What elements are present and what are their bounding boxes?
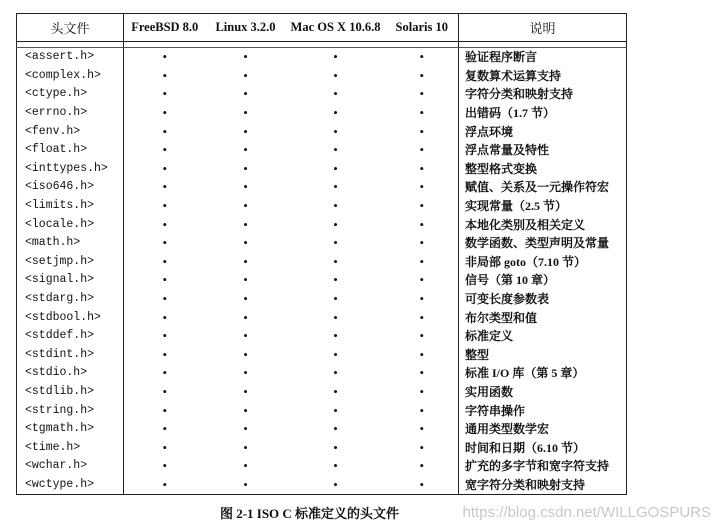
support-bullet-icon: • xyxy=(243,346,248,362)
support-bullet-icon: • xyxy=(162,142,168,158)
support-bullet-icon: • xyxy=(333,142,338,158)
header-description-text: 浮点常量及特性 xyxy=(459,141,627,160)
support-bullet-icon: • xyxy=(333,365,338,381)
header-description-text: 整型格式变换 xyxy=(459,160,627,179)
header-description-text: 标准定义 xyxy=(459,327,627,346)
header-file-name: <float.h> xyxy=(17,141,124,160)
table-row xyxy=(17,178,627,197)
table-row xyxy=(17,215,627,234)
support-bullet-icon: • xyxy=(162,49,168,65)
support-bullet-icon: • xyxy=(333,383,338,399)
support-bullet-icon: • xyxy=(419,383,425,399)
support-bullet-icon: • xyxy=(162,291,168,307)
support-bullet-icon: • xyxy=(419,346,425,362)
header-files-table xyxy=(16,13,627,495)
header-description-text: 验证程序断言 xyxy=(459,48,627,67)
support-bullet-icon: • xyxy=(419,309,425,325)
header-file-name: <stdarg.h> xyxy=(17,290,124,309)
support-bullet-icon: • xyxy=(333,421,338,437)
support-bullet-icon: • xyxy=(333,402,338,418)
support-bullet-icon: • xyxy=(243,365,248,381)
header-description-text: 实现常量（2.5 节） xyxy=(459,197,627,216)
table-row xyxy=(17,476,627,495)
support-bullet-icon: • xyxy=(243,49,248,65)
table-row xyxy=(17,401,627,420)
figure-caption-text: 图 2-1 ISO C 标准定义的头文件 xyxy=(219,506,400,521)
header-file-name: <string.h> xyxy=(17,401,124,420)
header-files-table-container xyxy=(16,13,626,495)
support-bullet-icon: • xyxy=(162,253,168,269)
header-file-name: <fenv.h> xyxy=(17,122,124,141)
table-row xyxy=(17,271,627,290)
header-description-text: 可变长度参数表 xyxy=(459,290,627,309)
header-file-name: <signal.h> xyxy=(17,271,124,290)
support-bullet-icon: • xyxy=(162,123,168,139)
support-bullet-icon: • xyxy=(419,179,425,195)
support-bullet-icon: • xyxy=(243,309,248,325)
support-bullet-icon: • xyxy=(333,346,338,362)
support-bullet-icon: • xyxy=(419,291,425,307)
table-row xyxy=(17,308,627,327)
header-description: 说明 xyxy=(459,14,627,42)
support-bullet-icon: • xyxy=(419,49,425,65)
header-description-text: 非局部 goto（7.10 节） xyxy=(459,253,627,272)
support-bullet-icon: • xyxy=(243,476,248,492)
header-description-text: 布尔类型和值 xyxy=(459,308,627,327)
header-description-text: 字符分类和映射支持 xyxy=(459,85,627,104)
support-bullet-icon: • xyxy=(243,421,248,437)
header-file-name: <iso646.h> xyxy=(17,178,124,197)
table-row xyxy=(17,234,627,253)
support-bullet-icon: • xyxy=(419,105,425,121)
support-bullet-icon: • xyxy=(419,421,425,437)
support-bullet-icon: • xyxy=(243,272,248,288)
support-bullet-icon: • xyxy=(243,142,248,158)
support-bullet-icon: • xyxy=(333,86,338,102)
header-description-text: 复数算术运算支持 xyxy=(459,67,627,86)
header-file-name: <assert.h> xyxy=(17,48,124,67)
support-bullet-icon: • xyxy=(243,235,248,251)
support-bullet-icon: • xyxy=(333,160,338,176)
header-freebsd: FreeBSD 8.0 xyxy=(124,14,206,42)
support-bullet-icon: • xyxy=(419,235,425,251)
table-row xyxy=(17,438,627,457)
support-bullet-icon: • xyxy=(162,67,168,83)
header-description-text: 通用类型数学宏 xyxy=(459,420,627,439)
header-description-text: 实用函数 xyxy=(459,383,627,402)
header-description-text: 浮点环境 xyxy=(459,122,627,141)
table-row xyxy=(17,327,627,346)
header-description-text: 宽字符分类和映射支持 xyxy=(459,476,627,495)
support-bullet-icon: • xyxy=(333,235,338,251)
support-bullet-icon: • xyxy=(333,328,338,344)
support-bullet-icon: • xyxy=(333,309,338,325)
watermark: https://blog.csdn.net/WILLGOSPURS xyxy=(462,504,711,521)
table-row xyxy=(17,48,627,67)
support-bullet-icon: • xyxy=(419,402,425,418)
header-file-name: <stdlib.h> xyxy=(17,383,124,402)
support-bullet-icon: • xyxy=(419,216,425,232)
support-bullet-icon: • xyxy=(419,160,425,176)
header-file-name: <math.h> xyxy=(17,234,124,253)
header-file-column: 头文件 xyxy=(17,14,124,42)
support-bullet-icon: • xyxy=(162,365,168,381)
support-bullet-icon: • xyxy=(333,67,338,83)
support-bullet-icon: • xyxy=(243,328,248,344)
header-file-name: <stdio.h> xyxy=(17,364,124,383)
table-row xyxy=(17,290,627,309)
support-bullet-icon: • xyxy=(162,216,168,232)
support-bullet-icon: • xyxy=(162,402,168,418)
header-description-text: 时间和日期（6.10 节） xyxy=(459,438,627,457)
table-row xyxy=(17,85,627,104)
support-bullet-icon: • xyxy=(333,216,338,232)
support-bullet-icon: • xyxy=(162,439,168,455)
support-bullet-icon: • xyxy=(333,476,338,492)
header-description-text: 扩充的多字节和宽字符支持 xyxy=(459,457,627,476)
support-bullet-icon: • xyxy=(419,198,425,214)
support-bullet-icon: • xyxy=(333,179,338,195)
header-file-name: <stdbool.h> xyxy=(17,308,124,327)
support-bullet-icon: • xyxy=(162,346,168,362)
table-row xyxy=(17,383,627,402)
support-bullet-icon: • xyxy=(333,458,338,474)
header-macos: Mac OS X 10.6.8 xyxy=(286,14,386,42)
support-bullet-icon: • xyxy=(162,86,168,102)
support-bullet-icon: • xyxy=(162,458,168,474)
support-bullet-icon: • xyxy=(162,198,168,214)
support-bullet-icon: • xyxy=(333,198,338,214)
table-row xyxy=(17,364,627,383)
support-bullet-icon: • xyxy=(243,123,248,139)
table-row xyxy=(17,346,627,365)
header-file-name: <tgmath.h> xyxy=(17,420,124,439)
header-file-name: <errno.h> xyxy=(17,104,124,123)
header-file-name: <wchar.h> xyxy=(17,457,124,476)
support-bullet-icon: • xyxy=(243,160,248,176)
support-bullet-icon: • xyxy=(419,86,425,102)
table-row xyxy=(17,253,627,272)
table-row xyxy=(17,122,627,141)
support-bullet-icon: • xyxy=(243,253,248,269)
header-file-name: <inttypes.h> xyxy=(17,160,124,179)
header-file-name: <wctype.h> xyxy=(17,476,124,495)
support-bullet-icon: • xyxy=(333,49,338,65)
support-bullet-icon: • xyxy=(162,309,168,325)
support-bullet-icon: • xyxy=(243,439,248,455)
header-description-text: 本地化类别及相关定义 xyxy=(459,215,627,234)
support-bullet-icon: • xyxy=(333,123,338,139)
support-bullet-icon: • xyxy=(162,105,168,121)
header-file-name: <stddef.h> xyxy=(17,327,124,346)
header-description-text: 标准 I/O 库（第 5 章） xyxy=(459,364,627,383)
support-bullet-icon: • xyxy=(243,216,248,232)
header-description-text: 整型 xyxy=(459,346,627,365)
support-bullet-icon: • xyxy=(419,458,425,474)
header-file-name: <limits.h> xyxy=(17,197,124,216)
support-bullet-icon: • xyxy=(243,402,248,418)
support-bullet-icon: • xyxy=(333,253,338,269)
table-body xyxy=(17,48,627,495)
support-bullet-icon: • xyxy=(419,365,425,381)
header-file-name: <setjmp.h> xyxy=(17,253,124,272)
header-description-text: 赋值、关系及一元操作符宏 xyxy=(459,178,627,197)
support-bullet-icon: • xyxy=(419,328,425,344)
support-bullet-icon: • xyxy=(243,198,248,214)
support-bullet-icon: • xyxy=(419,439,425,455)
support-bullet-icon: • xyxy=(243,179,248,195)
support-bullet-icon: • xyxy=(162,383,168,399)
header-solaris: Solaris 10 xyxy=(386,14,459,42)
header-file-name: <time.h> xyxy=(17,438,124,457)
support-bullet-icon: • xyxy=(419,123,425,139)
header-file-name: <locale.h> xyxy=(17,215,124,234)
support-bullet-icon: • xyxy=(162,328,168,344)
support-bullet-icon: • xyxy=(333,439,338,455)
support-bullet-icon: • xyxy=(162,421,168,437)
support-bullet-icon: • xyxy=(162,160,168,176)
support-bullet-icon: • xyxy=(243,86,248,102)
header-linux: Linux 3.2.0 xyxy=(206,14,286,42)
table-row xyxy=(17,67,627,86)
support-bullet-icon: • xyxy=(419,253,425,269)
support-bullet-icon: • xyxy=(162,179,168,195)
table-row xyxy=(17,141,627,160)
header-file-name: <stdint.h> xyxy=(17,346,124,365)
support-bullet-icon: • xyxy=(333,291,338,307)
header-description-text: 出错码（1.7 节） xyxy=(459,104,627,123)
support-bullet-icon: • xyxy=(162,272,168,288)
table-row xyxy=(17,197,627,216)
support-bullet-icon: • xyxy=(243,105,248,121)
table-row xyxy=(17,420,627,439)
support-bullet-icon: • xyxy=(333,105,338,121)
support-bullet-icon: • xyxy=(243,383,248,399)
support-bullet-icon: • xyxy=(419,476,425,492)
support-bullet-icon: • xyxy=(419,67,425,83)
header-description-text: 信号（第 10 章） xyxy=(459,271,627,290)
support-bullet-icon: • xyxy=(243,458,248,474)
support-bullet-icon: • xyxy=(243,67,248,83)
support-bullet-icon: • xyxy=(162,235,168,251)
header-file-name: <complex.h> xyxy=(17,67,124,86)
support-bullet-icon: • xyxy=(419,142,425,158)
support-bullet-icon: • xyxy=(162,476,168,492)
header-file-name: <ctype.h> xyxy=(17,85,124,104)
support-bullet-icon: • xyxy=(419,272,425,288)
header-description-text: 数学函数、类型声明及常量 xyxy=(459,234,627,253)
table-row xyxy=(17,104,627,123)
table-row xyxy=(17,457,627,476)
support-bullet-icon: • xyxy=(243,291,248,307)
header-description-text: 字符串操作 xyxy=(459,401,627,420)
table-header-row xyxy=(17,14,627,42)
table-row xyxy=(17,160,627,179)
support-bullet-icon: • xyxy=(333,272,338,288)
